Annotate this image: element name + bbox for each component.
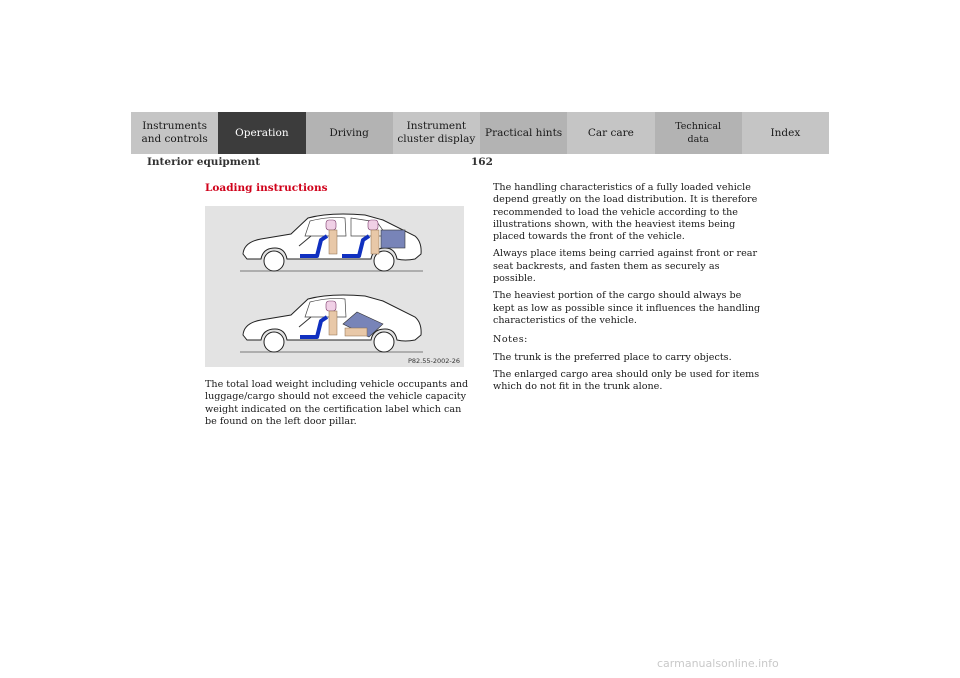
- backrest-paragraph: Always place items being carried against front or rear seat backrests, and fasten them as securely as possible.: [493, 248, 758, 285]
- tab-practical-hints[interactable]: Practical hints: [480, 112, 567, 154]
- tab-operation[interactable]: Operation: [218, 112, 305, 154]
- handling-paragraph: The handling characteristics of a fully loaded vehicle depend greatly on the load distribution. It is therefore recommended to load the vehicle according to the illustrations shown, with the heaviest items being placed towards the front of the vehicle.: [493, 182, 758, 243]
- chapter-tabs: [131, 112, 829, 154]
- page-number: 162: [471, 156, 493, 168]
- capacity-paragraph: The total load weight including vehicle occupants and luggage/cargo should not exceed the vehicle capacity weight indicated on the certification label which can be found on the left door pillar.: [205, 379, 469, 427]
- tab-instruments-and-controls[interactable]: Instruments and controls: [131, 112, 218, 154]
- tab-instrument-cluster-display[interactable]: Instrument cluster display: [393, 112, 480, 154]
- car-bottom-illustration: [240, 295, 423, 352]
- car-top-illustration: [240, 214, 423, 271]
- tab-driving[interactable]: Driving: [306, 112, 393, 154]
- note-trunk: The trunk is the preferred place to carry objects.: [493, 351, 732, 363]
- loading-illustration: [205, 206, 464, 367]
- tab-index[interactable]: Index: [742, 112, 829, 154]
- tab-car-care[interactable]: Car care: [567, 112, 654, 154]
- left-column: [205, 379, 470, 433]
- figure-code: P82.55-2002-26: [407, 357, 460, 365]
- cargo-low-paragraph: The heaviest portion of the cargo should always be kept as low as possible since it influences the handling characteristics of the vehicle.: [493, 290, 761, 326]
- notes-title: Notes:: [493, 334, 528, 346]
- car-loading-diagram: [205, 206, 464, 367]
- section-title: Interior equipment: [147, 156, 261, 168]
- note-enlarged-cargo: The enlarged cargo area should only be used for items which do not fit in the trunk alone.: [493, 368, 760, 393]
- right-column: [493, 182, 761, 398]
- footer-watermark[interactable]: carmanualsonline.info: [657, 657, 779, 670]
- tab-technical-data[interactable]: Technical data: [655, 112, 742, 154]
- page-heading: Loading instructions: [205, 182, 328, 194]
